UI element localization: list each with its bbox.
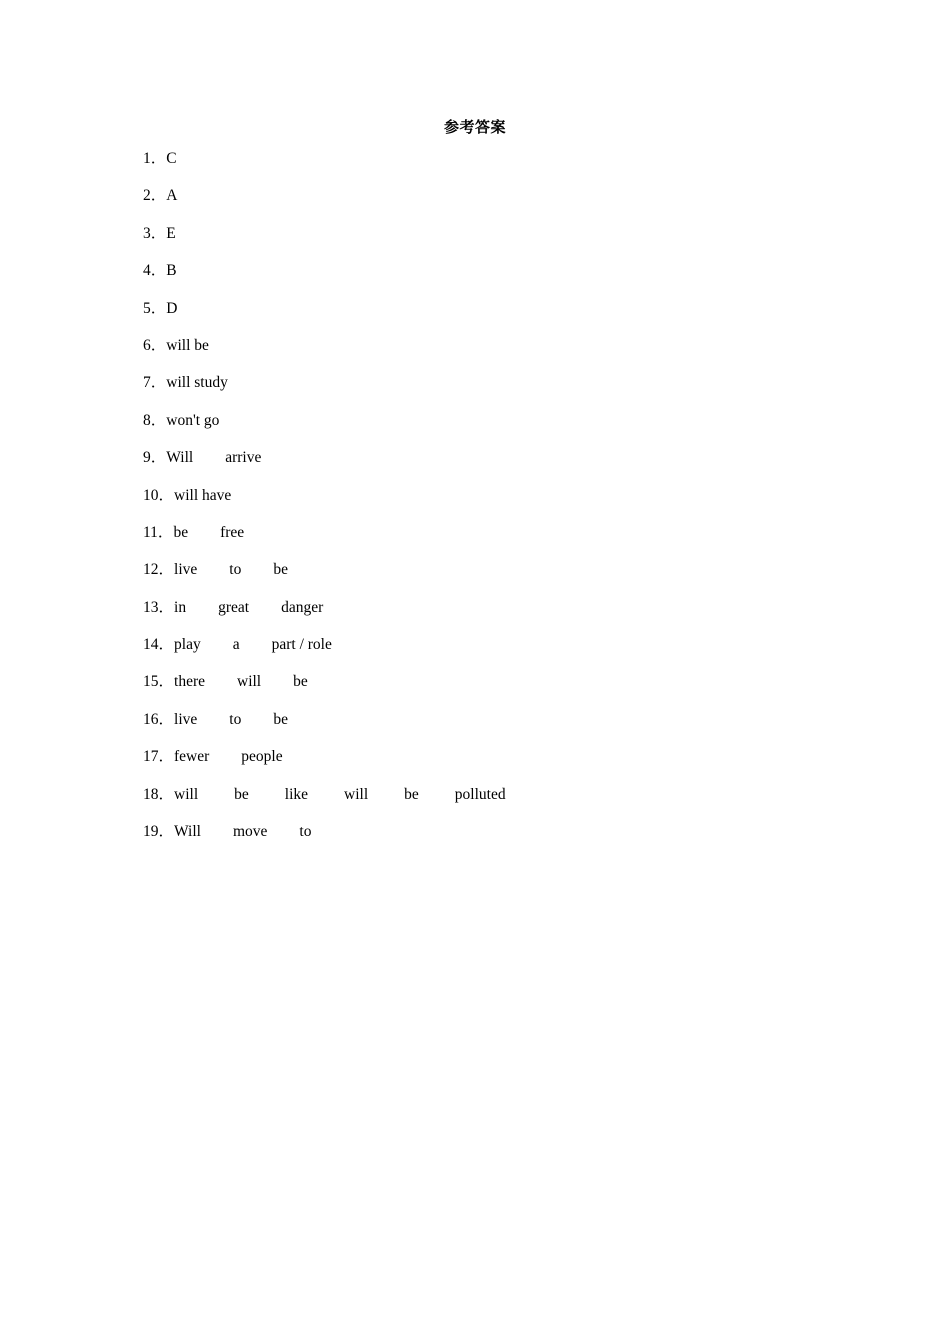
answer-part: will study xyxy=(166,374,228,392)
answer-part: part / role xyxy=(271,636,332,654)
answer-item xyxy=(143,560,506,597)
answer-part: live xyxy=(174,561,198,579)
answer-part: be xyxy=(273,561,288,579)
answer-item xyxy=(143,635,506,672)
answer-parts xyxy=(166,299,177,319)
answer-parts xyxy=(174,486,231,506)
answer-part: like xyxy=(284,785,309,803)
answer-part: will have xyxy=(174,486,232,504)
answer-number: 16． xyxy=(143,710,175,728)
answer-parts xyxy=(174,785,506,805)
answer-part: be xyxy=(273,710,288,728)
answer-part: A xyxy=(166,187,178,205)
answer-item xyxy=(143,486,506,523)
answer-number: 4． xyxy=(143,262,167,280)
answer-part: polluted xyxy=(454,785,506,803)
answer-number: 7． xyxy=(143,374,167,392)
answer-parts xyxy=(174,635,332,655)
answer-number: 14． xyxy=(143,636,175,654)
answer-parts xyxy=(174,710,288,730)
answer-part: Will xyxy=(166,449,194,467)
answer-number: 1． xyxy=(143,150,167,167)
answer-part: fewer xyxy=(174,748,210,766)
answer-parts xyxy=(166,336,209,356)
answer-item xyxy=(143,747,506,784)
answer-parts xyxy=(174,560,288,580)
answer-part: in xyxy=(174,598,187,616)
answer-number: 15． xyxy=(143,673,175,691)
answer-parts xyxy=(166,186,177,206)
answer-part: free xyxy=(220,523,245,541)
answer-part: play xyxy=(174,636,201,654)
answer-part: will xyxy=(237,673,262,691)
answer-parts xyxy=(174,672,308,692)
answer-parts xyxy=(174,598,323,618)
answer-part: great xyxy=(218,598,250,616)
answer-parts xyxy=(166,261,176,281)
answer-item xyxy=(143,411,506,448)
answer-parts xyxy=(166,448,261,468)
answer-part: to xyxy=(229,561,242,579)
answer-item xyxy=(143,299,506,336)
answer-part: will be xyxy=(166,336,209,354)
answer-item xyxy=(143,448,506,485)
answer-number: 8． xyxy=(143,411,167,429)
answer-item xyxy=(143,224,506,261)
answer-item xyxy=(143,785,506,822)
answer-item xyxy=(143,710,506,747)
answer-part: E xyxy=(166,224,176,242)
answer-number: 18． xyxy=(143,785,175,803)
answer-part: a xyxy=(232,636,240,654)
answer-number: 11． xyxy=(143,523,174,541)
answer-item xyxy=(143,672,506,709)
answer-number: 2． xyxy=(143,187,167,205)
answer-number: 10． xyxy=(143,486,175,504)
answer-part: won't go xyxy=(166,411,220,429)
answer-part: move xyxy=(232,823,268,841)
answer-number: 6． xyxy=(143,336,167,354)
answer-part: will xyxy=(174,785,199,803)
answer-part: arrive xyxy=(225,449,262,467)
answer-parts xyxy=(174,747,283,767)
answer-part: will xyxy=(344,785,369,803)
answer-part: to xyxy=(299,823,312,841)
answer-part: be xyxy=(293,673,308,691)
answer-part: live xyxy=(174,710,198,728)
answer-part: to xyxy=(229,710,242,728)
answer-part: be xyxy=(404,785,419,803)
answer-number: 3． xyxy=(143,224,167,242)
answer-list xyxy=(143,149,506,859)
answer-parts xyxy=(166,373,228,393)
page-title: 参考答案 xyxy=(443,118,506,136)
answer-item xyxy=(143,336,506,373)
answer-parts xyxy=(166,411,219,431)
answer-number: 13． xyxy=(143,598,175,616)
answer-part: be xyxy=(173,523,189,541)
answer-item xyxy=(143,149,506,186)
answer-item xyxy=(143,186,506,223)
answer-number: 9． xyxy=(143,449,167,467)
answer-parts xyxy=(173,523,244,543)
answer-number: 17． xyxy=(143,748,175,766)
answer-item xyxy=(143,373,506,410)
answer-parts xyxy=(166,224,175,244)
answer-number: 5． xyxy=(143,299,167,317)
answer-part: there xyxy=(174,673,205,691)
answer-item xyxy=(143,261,506,298)
answer-parts xyxy=(166,149,176,169)
answer-number: 19． xyxy=(143,823,175,841)
answer-part: people xyxy=(241,748,283,766)
answer-number: 12． xyxy=(143,561,175,579)
answer-item xyxy=(143,523,506,560)
answer-part: Will xyxy=(174,823,201,841)
answer-parts xyxy=(174,822,311,842)
answer-item xyxy=(143,598,506,635)
answer-part: be xyxy=(234,785,249,803)
answer-part: D xyxy=(166,299,178,317)
answer-part: danger xyxy=(281,598,324,616)
answer-part: C xyxy=(166,150,177,167)
answer-item xyxy=(143,822,506,859)
answer-part: B xyxy=(166,262,177,280)
